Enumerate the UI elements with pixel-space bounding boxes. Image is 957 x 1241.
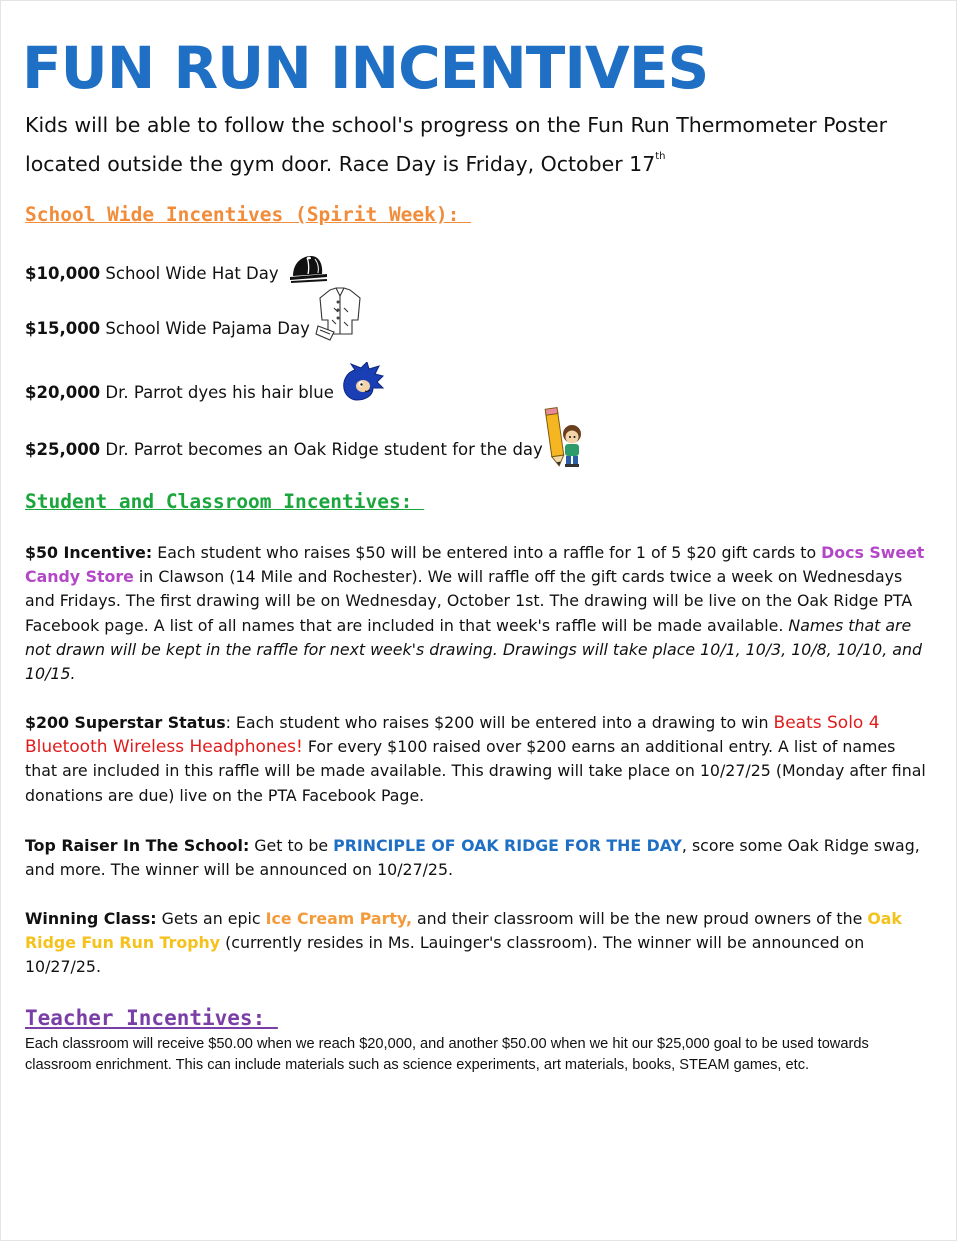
milestone-text: School Wide Pajama Day: [100, 319, 310, 338]
top-raiser-text: Get to be: [249, 836, 334, 855]
winning-class-paragraph: [25, 907, 930, 980]
incentive-50-text: Each student who raises $50 will be entered into a raffle for 1 of 5 $20 gift cards to: [152, 543, 822, 562]
principal-highlight: PRINCIPLE OF OAK RIDGE FOR THE DAY: [333, 836, 682, 855]
incentive-200-lead: $200 Superstar Status: [25, 713, 226, 732]
top-raiser-lead: Top Raiser In The School:: [25, 836, 250, 855]
ice-cream-highlight: Ice Cream Party,: [265, 909, 412, 928]
incentive-200-text-2: For every $100 raised over $200 earns an additional entry. A list of names that are included in this raffle will be made available. This drawing will take place on 10/27/25 (Monday after final donations are due) live on the PTA Facebook Page.: [25, 737, 926, 805]
candy-store-highlight: Docs Sweet Candy Store: [25, 543, 925, 587]
incentive-50-note: Names that are not drawn will be kept in the raffle for next week's drawing. Drawings will take place 10/1, 10/3, 10/8, 10/10, and 10/15.: [25, 615, 922, 684]
incentive-50-lead: $50 Incentive:: [25, 543, 153, 562]
page-title: FUN RUN INCENTIVES: [22, 34, 709, 102]
winning-class-lead: Winning Class:: [25, 909, 157, 928]
milestone-25000: [25, 440, 543, 459]
teacher-heading: Teacher Incentives:: [25, 1006, 278, 1030]
milestone-10000: [25, 264, 279, 283]
intro-superscript: th: [655, 151, 666, 162]
incentive-200-paragraph: [25, 711, 930, 808]
winning-class-text: Gets an epic: [156, 909, 266, 928]
intro-text: [25, 110, 925, 180]
milestone-amount: $20,000: [25, 383, 101, 402]
intro-line-1: Kids will be able to follow the school's progress on the Fun Run Thermometer Poster: [25, 113, 888, 137]
student-pencil-icon: [540, 402, 586, 468]
milestone-text: School Wide Hat Day: [100, 264, 279, 283]
milestone-text: Dr. Parrot dyes his hair blue: [100, 383, 334, 402]
incentive-50-text-2: in Clawson (14 Mile and Rochester). We will raffle off the gift cards twice a week on Wednesdays and Fridays. The first drawing will be on Wednesday, October 1st. The drawing will be live on the Oak Ridge PTA Facebook page. A list of all names that are included in that week's raffle will be made available.: [25, 567, 913, 635]
winning-class-text-3: (currently resides in Ms. Lauinger's classroom). The winner will be announced on 10/27/25.: [25, 933, 865, 977]
milestone-text: Dr. Parrot becomes an Oak Ridge student for the day: [100, 440, 543, 459]
student-classroom-heading: Student and Classroom Incentives:: [25, 490, 425, 513]
intro-line-2: located outside the gym door. Race Day is Friday, October 17: [25, 152, 656, 176]
milestone-amount: $10,000: [25, 264, 101, 283]
trophy-highlight: Oak Ridge Fun Run Trophy: [25, 909, 902, 953]
milestone-amount: $15,000: [25, 319, 101, 338]
pajama-shirt-icon: [314, 286, 366, 342]
winning-class-text-2: and their classroom will be the new proud owners of the: [411, 909, 868, 928]
school-wide-heading: School Wide Incentives (Spirit Week):: [25, 203, 472, 226]
headphones-highlight: Beats Solo 4 Bluetooth Wireless Headphones!: [25, 713, 880, 758]
incentive-200-text: : Each student who raises $200 will be entered into a drawing to win: [225, 713, 774, 732]
teacher-incentive-text: Each classroom will receive $50.00 when we reach $20,000, and another $50.00 when we hit our $25,000 goal to be used towards classroom enrichment. This can include materials such as science experiments, art materials, books, STEAM games, etc.: [25, 1036, 869, 1073]
milestone-15000: [25, 319, 310, 338]
baseball-cap-icon: [287, 252, 329, 288]
milestone-20000: [25, 383, 334, 402]
blue-hair-icon: [339, 362, 385, 402]
incentive-50-paragraph: [25, 541, 930, 686]
top-raiser-text-2: , score some Oak Ridge swag, and more. The winner will be announced on 10/27/25.: [25, 836, 920, 880]
top-raiser-paragraph: [25, 834, 930, 882]
milestone-amount: $25,000: [25, 440, 101, 459]
